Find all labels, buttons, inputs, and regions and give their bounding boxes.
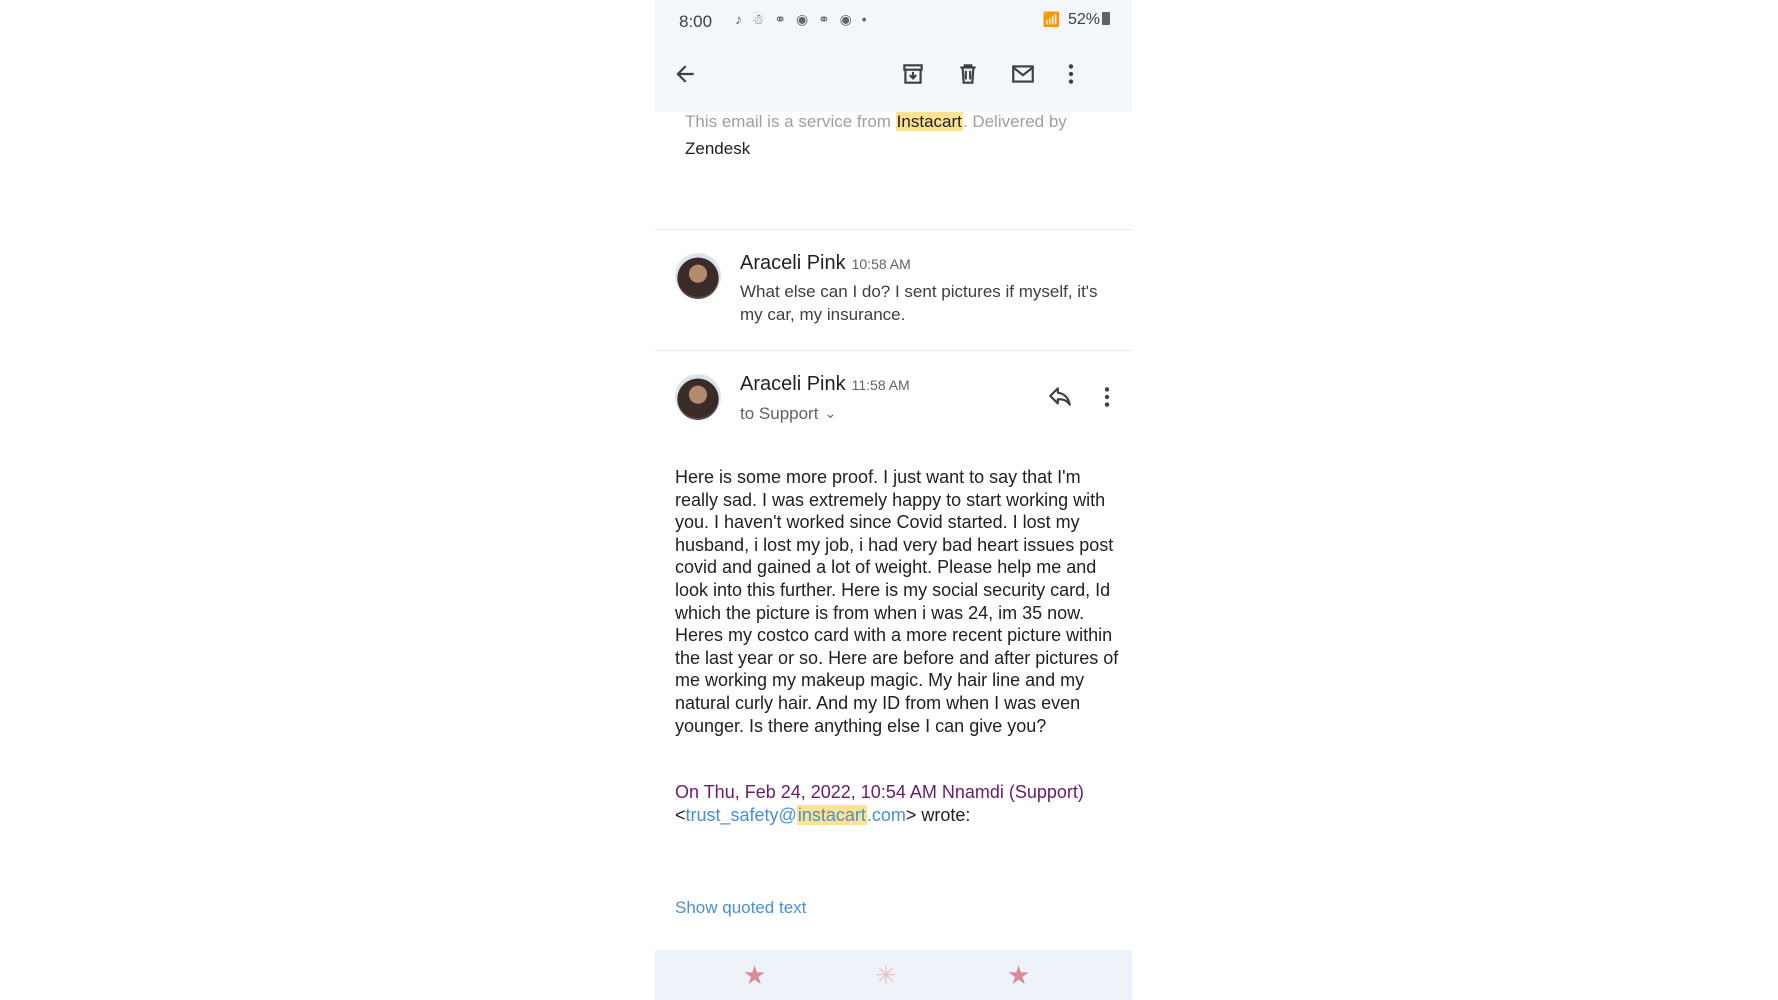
footer-brand: Instacart: [896, 112, 962, 131]
more-options-button[interactable]: [1055, 58, 1087, 90]
previous-message-footer: [685, 108, 1105, 162]
delete-button[interactable]: [952, 58, 984, 90]
message-time: 11:58 AM: [851, 377, 910, 393]
notification-icons: ♪ ☃ ⚭ ◉ ⚭ ◉ •: [735, 11, 870, 27]
status-time: 8:00: [679, 12, 713, 31]
message-snippet: What else can I do? I sent pictures if myself, it's my car, my insurance.: [740, 282, 1098, 324]
more-vert-icon: [1058, 61, 1084, 87]
quote-email-tld: .com: [866, 804, 906, 825]
archive-button[interactable]: [897, 58, 929, 90]
message-time: 10:58 AM: [851, 256, 911, 272]
sender-name: Araceli Pink: [740, 252, 846, 274]
quote-header: [675, 781, 1122, 826]
bottom-bar: [655, 950, 1132, 1000]
quote-header-text: On Thu, Feb 24, 2022, 10:54 AM Nnamdi (Support): [675, 782, 1084, 802]
sender-line: [740, 373, 910, 396]
quote-email-link[interactable]: [686, 805, 906, 825]
message-more-button[interactable]: [1091, 381, 1123, 413]
reply-button[interactable]: [1044, 381, 1076, 413]
quote-email-domain: instacart: [797, 804, 866, 825]
sparkle-icon: ✳: [875, 960, 897, 990]
back-button[interactable]: [669, 58, 701, 90]
chevron-down-icon: ⌄: [824, 405, 837, 421]
sender-name: Araceli Pink: [740, 373, 846, 395]
footer-middle: . Delivered by: [962, 112, 1067, 131]
quote-lt: <: [675, 804, 686, 825]
avatar: [675, 374, 721, 420]
star-icon: ★: [743, 960, 767, 990]
mark-unread-button[interactable]: [1007, 58, 1039, 90]
battery-icon: [1102, 12, 1110, 25]
battery-percent: 52%: [1067, 11, 1100, 28]
star-icon: ★: [1007, 960, 1031, 990]
footer-prefix: This email is a service from: [685, 112, 896, 131]
arrow-left-icon: [672, 61, 698, 87]
message-body: Here is some more proof. I just want to say that I'm really sad. I was extremely happy to start working with you. I haven't worked since Covid started. I lost my husband, i lost my job, i had very bad heart issues post covid and gained a lot of weight. Please help me and look into this further. Here is my social security card, Id which the picture is from when i was 24, im 35 now. Heres my costco card with a more recent picture within the last year or so. Here are before and after pictures of me working my makeup magic. My hair line and my natural curly hair. And my ID from when I was even younger. Is there anything else I can give you?: [675, 467, 1119, 736]
quote-tail: > wrote:: [905, 804, 971, 825]
show-quoted-text-link[interactable]: Show quoted text: [675, 898, 807, 917]
more-vert-icon: [1094, 384, 1120, 410]
avatar: [675, 253, 721, 299]
recipient-details-toggle[interactable]: [740, 404, 836, 424]
archive-icon: [900, 61, 926, 87]
top-app-bar: [655, 0, 1132, 112]
status-right-group: [1043, 11, 1110, 29]
quote-email-user: trust_safety@: [685, 804, 797, 825]
footer-provider: Zendesk: [685, 139, 751, 158]
recipient-label: to Support: [740, 404, 819, 423]
divider: [655, 229, 1132, 230]
reply-icon: [1047, 384, 1073, 410]
trash-icon: [955, 61, 981, 87]
divider: [655, 350, 1132, 351]
sender-line: [740, 252, 911, 275]
mail-icon: [1010, 61, 1036, 87]
wifi-icon: 📶: [1042, 11, 1060, 27]
phone-screen: [655, 0, 1132, 1000]
